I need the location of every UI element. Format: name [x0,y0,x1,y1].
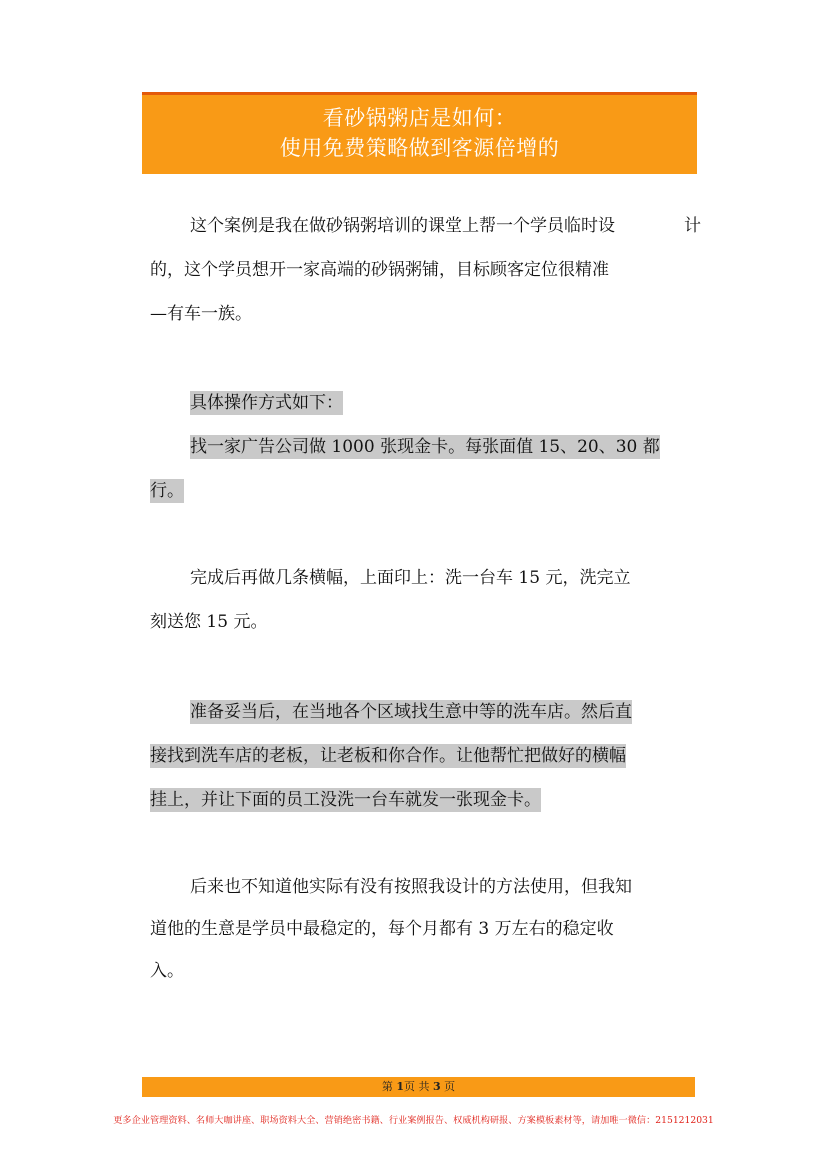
highlight-text: 行。 [150,481,184,501]
highlight-text: 具体操作方式如下： [190,393,343,413]
page-footer [142,1077,695,1097]
title-line-2: 使用免费策略做到客源倍增的 [279,136,560,160]
highlight-text: 挂上，并让下面的员工没洗一台车就发一张现金卡。 [150,790,541,810]
current-page-number: 1 [396,1080,404,1093]
footer-mid: 页 共 [404,1080,433,1093]
paragraph-3-line-1 [190,435,660,459]
highlight-text: 找一家广告公司做 1000 张现金卡。每张面值 15、20、30 都 [190,437,660,457]
paragraph-3-line-2 [150,479,184,503]
paragraph-5-line-3 [150,788,541,812]
paragraph-4-line-2: 刻送您 15 元。 [150,612,268,632]
title-banner [142,92,697,174]
paragraph-5-line-2 [150,744,626,768]
footer-suffix: 页 [440,1080,456,1093]
highlight-text: 准备妥当后，在当地各个区域找生意中等的洗车店。然后直 [190,702,632,722]
paragraph-1-line-1: 这个案例是我在做砂锅粥培训的课堂上帮一个学员临时设 [190,216,615,236]
footer-prefix: 第 [381,1080,397,1093]
paragraph-6-line-3: 入。 [150,961,184,981]
paragraph-6-line-1: 后来也不知道他实际有没有按照我设计的方法使用，但我知 [190,877,632,897]
title-line-1: 看砂锅粥店是如何： [322,106,517,130]
paragraph-4-line-1: 完成后再做几条横幅，上面印上：洗一台车 15 元，洗完立 [190,568,631,588]
paragraph-1-line-1-end: 计 [684,216,701,236]
paragraph-1-line-3: —有车一族。 [150,304,252,324]
promo-note: 更多企业管理资料、名师大咖讲座、职场资料大全、营销绝密书籍、行业案例报告、权威机构研报、方案模板素材等，请加唯一微信：2151212031 [113,1115,714,1126]
total-page-number: 3 [433,1080,441,1093]
paragraph-5-line-1 [190,700,632,724]
paragraph-6-line-2: 道他的生意是学员中最稳定的，每个月都有 3 万左右的稳定收 [150,919,614,939]
paragraph-2-line-1 [190,391,343,415]
highlight-text: 接找到洗车店的老板，让老板和你合作。让他帮忙把做好的横幅 [150,746,626,766]
paragraph-1-line-2: 的，这个学员想开一家高端的砂锅粥铺，目标顾客定位很精准 [150,260,609,280]
